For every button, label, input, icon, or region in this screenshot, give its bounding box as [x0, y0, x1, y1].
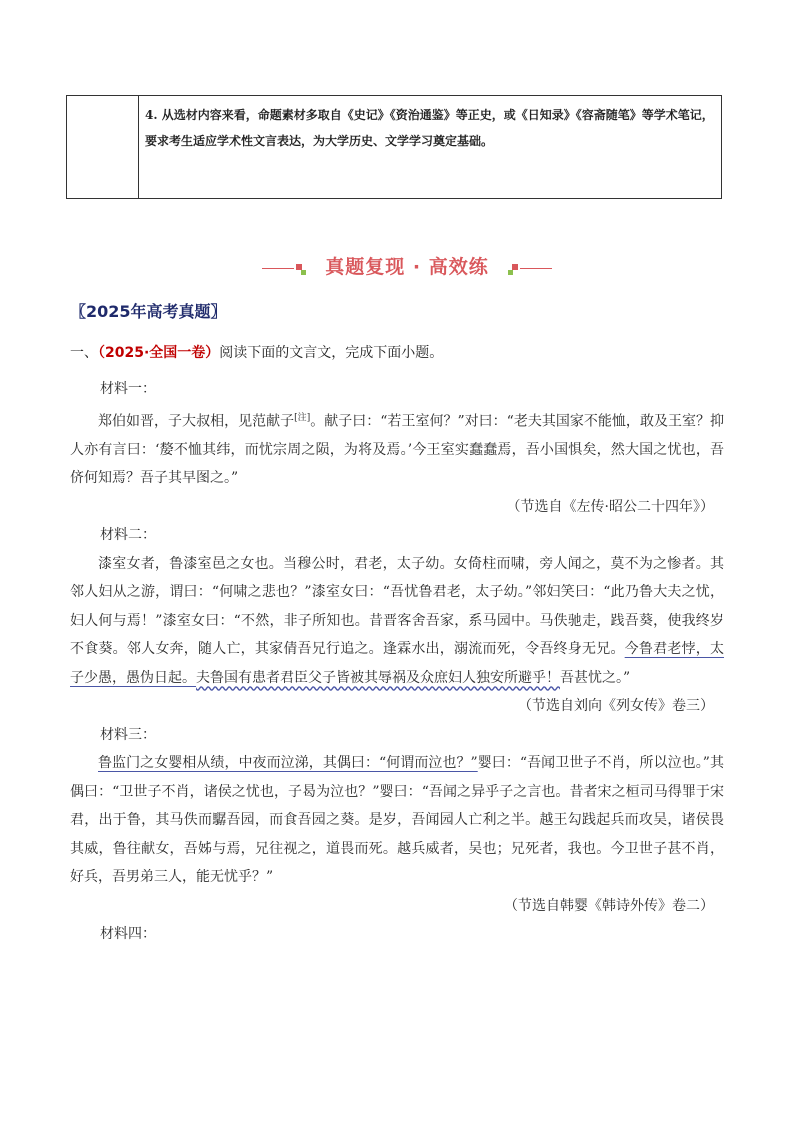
underlined-sentence: 今鲁君老悖，太子少愚，愚伪日起。	[70, 641, 725, 686]
question-prefix: 一、	[70, 345, 98, 361]
banner-square-icon	[301, 270, 306, 275]
question-prompt: 阅读下面的文言文，完成下面小题。	[219, 345, 444, 361]
material-2-text: 漆室女者，鲁漆室邑之女也。当穆公时，君老，太子幼。女倚柱而啸，旁人闻之，莫不为之惨者。其邻人妇从之游，谓曰：“何啸之悲也？”漆室女曰：“吾忧鲁君老，太子幼。”邻妇笑曰：“此乃鲁大夫之忧，妇人何与焉！”漆室女曰：“不然，非子所知也。昔晋客舍吾家，系马园中。马佚驰走，践吾葵，使我终岁不食葵。邻人女奔，随人亡，其家倩吾兄行追之。逢霖水出，溺流而死，令吾终身无兄。今鲁君老悖，太子少愚，愚伪日起。夫鲁国有患者君臣父子皆被其辱祸及众庶妇人独安所避乎！吾甚忧之。”	[70, 555, 725, 686]
section-heading: 〖2025年高考真题〗	[70, 302, 227, 321]
material-2-source: （节选自刘向《列女传》卷三）	[518, 698, 714, 715]
section-banner	[262, 246, 552, 286]
material-4-label: 材料四：	[100, 926, 156, 943]
banner-left-line	[262, 268, 294, 269]
underlined-sentence: 鲁监门之女婴相从绩，中夜而泣涕，其偶曰：“何谓而泣也？”	[98, 755, 478, 772]
question-line	[70, 342, 443, 362]
footnote-marker: [注]	[294, 412, 311, 423]
table-cell-point-4: 4. 从选材内容来看，命题素材多取自《史记》《资治通鉴》等正史，或《日知录》《容斋随笔》等学术笔记，要求考生适应学术性文言表达，为大学历史、文学学习奠定基础。	[145, 108, 714, 148]
material-2-label: 材料二：	[100, 527, 156, 544]
passage-body	[70, 375, 724, 949]
summary-table	[66, 95, 722, 199]
question-source: （2025·全国一卷）	[98, 345, 220, 361]
material-1-text: 郑伯如晋，子大叔相，见范献子[注]。献子曰：“若王室何？”对曰：“老夫其国家不能恤，敢及王室？抑人亦有言曰：‘嫠不恤其纬，而忧宗周之陨，为将及焉。’今王室实蠢蠢焉，吾小国惧矣，然大国之忧也，吾侪何知焉？吾子其早图之。”	[70, 412, 724, 487]
material-3-source: （节选自韩婴《韩诗外传》卷二）	[504, 897, 714, 914]
material-1-label: 材料一：	[100, 381, 156, 397]
table-left-column	[67, 96, 139, 198]
banner-title: 真题复现 · 高效练	[325, 256, 489, 278]
wavy-underlined-sentence: 夫鲁国有患者君臣父子皆被其辱祸及众庶妇人独安所避乎！	[196, 669, 560, 686]
material-3-label: 材料三：	[100, 726, 156, 743]
material-3-text: 鲁监门之女婴相从绩，中夜而泣涕，其偶曰：“何谓而泣也？”婴曰：“吾闻卫世子不肖，所以泣也。”其偶曰：“卫世子不肖，诸侯之忧也，子曷为泣也？”婴曰：“吾闻之异乎子之言也。昔者宋之桓司马得罪于宋君，出于鲁，其马佚而驏吾园，而食吾园之葵。是岁，吾闻园人亡利之半。越王勾践起兵而攻吴，诸侯畏其威，鲁往献女，吾姊与焉，兄往视之，道畏而死。越兵威者，吴也；兄死者，我也。今卫世子甚不肖，好兵，吾男弟三人，能无忧乎？”	[70, 755, 724, 886]
banner-square-icon	[508, 270, 513, 275]
material-1-source: （节选自《左传·昭公二十四年》）	[506, 498, 714, 515]
banner-right-line	[520, 268, 552, 269]
